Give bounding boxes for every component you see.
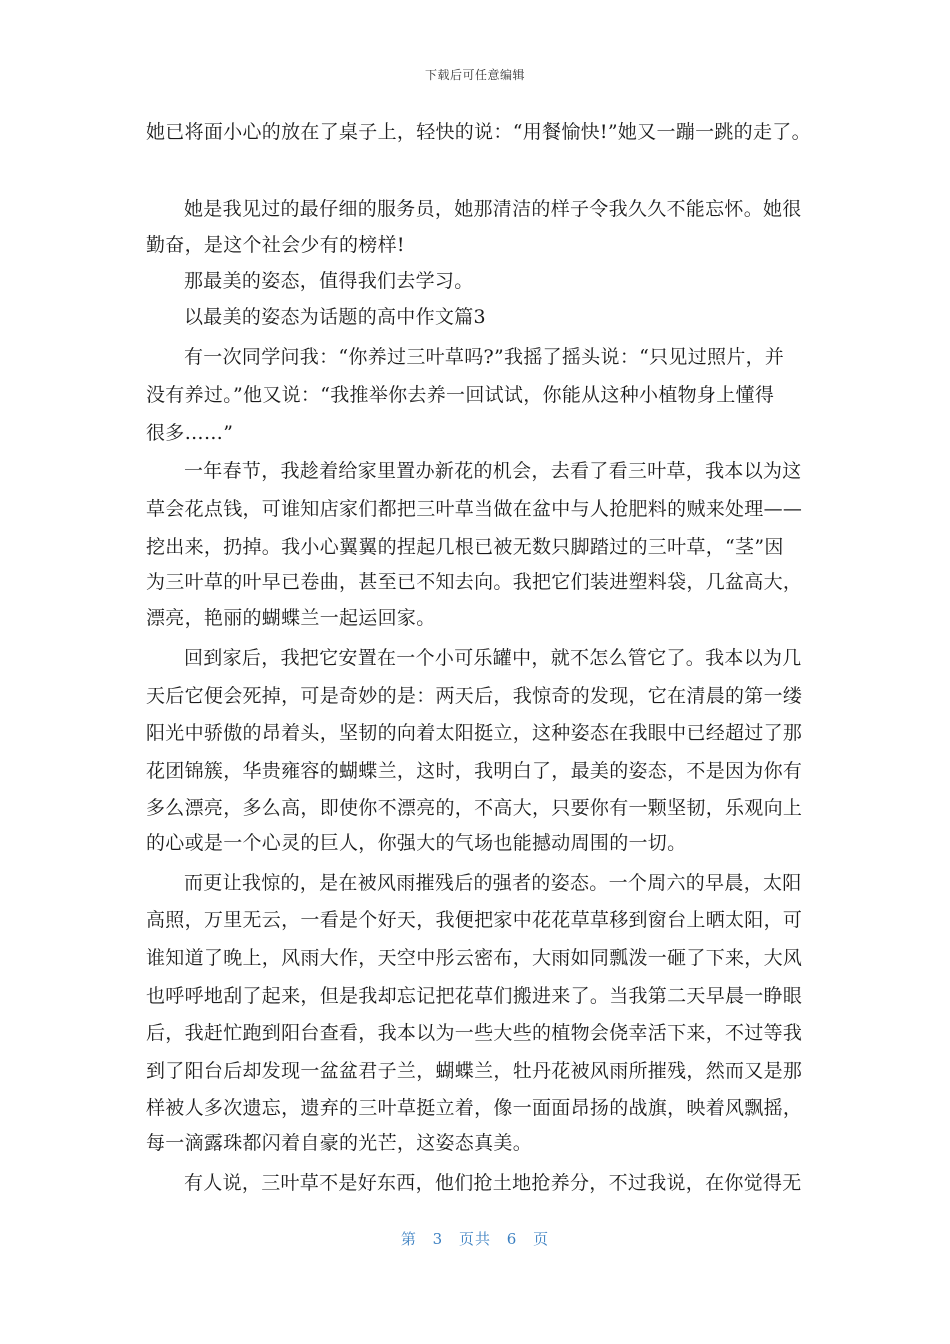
text-line: 有一次同学问我：“你养过三叶草吗?”我摇了摇头说：“只见过照片，并 [184,346,785,368]
text-line: 回到家后，我把它安置在一个小可乐罐中，就不怎么管它了。我本以为几 [184,647,802,669]
page-header: 下载后可任意编辑 [424,68,525,82]
text-line: 谁知道了晚上，风雨大作，天空中彤云密布，大雨如同瓢泼一砸了下来，大风 [146,947,803,969]
text-line: 草会花点钱，可谁知店家们都把三叶草当做在盆中与人抢肥料的贼来处理—— [146,498,803,520]
text-line: 多么漂亮，多么高，即使你不漂亮的，不高大，只要你有一颗坚韧，乐观向上 [146,797,803,819]
text-line: 她是我见过的最仔细的服务员，她那清洁的样子令我久久不能忘怀。她很 [184,198,802,220]
text-line: 而更让我惊的，是在被风雨摧残后的强者的姿态。一个周六的早晨，太阳 [184,872,802,894]
text-line: 没有养过。”他又说：“我推举你去养一回试试，你能从这种小植物身上懂得 [146,384,775,406]
text-line: 一年春节，我趁着给家里置办新花的机会，去看了看三叶草，我本以为这 [184,460,802,482]
text-line: 勤奋，是这个社会少有的榜样! [146,234,405,256]
text-line: 样被人多次遗忘，遗弃的三叶草挺立着，像一面面昂扬的战旗，映着风飘摇， [146,1097,803,1119]
text-line: 她已将面小心的放在了桌子上，轻快的说：“用餐愉快!”她又一蹦一跳的走了。 [146,121,811,143]
text-line: 阳光中骄傲的昂着头，坚韧的向着太阳挺立，这种姿态在我眼中已经超过了那 [146,722,803,744]
text-line: 的心或是一个心灵的巨人，你强大的气场也能撼动周围的一切。 [146,832,687,854]
text-line: 高照，万里无云，一看是个好天，我便把家中花花草草移到窗台上晒太阳，可 [146,909,803,931]
text-line: 也呼呼地刮了起来，但是我却忘记把花草们搬进来了。当我第二天早晨一睁眼 [146,985,803,1007]
text-line: 天后它便会死掉，可是奇妙的是：两天后，我惊奇的发现，它在清晨的第一缕 [146,685,803,707]
text-line: 有人说，三叶草不是好东西，他们抢土地抢养分，不过我说，在你觉得无 [184,1172,802,1194]
text-line: 每一滴露珠都闪着自豪的光芒，这姿态真美。 [146,1132,533,1154]
section-title: 以最美的姿态为话题的高中作文篇3 [184,306,486,328]
text-line: 为三叶草的叶早已卷曲，甚至已不知去向。我把它们装进塑料袋，几盆高大， [146,571,803,593]
text-line: 挖出来，扔掉。我小心翼翼的捏起几根已被无数只脚踏过的三叶草，“茎”因 [146,536,784,558]
text-line: 后，我赶忙跑到阳台查看，我本以为一些大些的植物会侥幸活下来，不过等我 [146,1022,803,1044]
page-number: 第 3 页共 6 页 [400,1230,550,1248]
text-line: 到了阳台后却发现一盆盆君子兰，蝴蝶兰，牡丹花被风雨所摧残，然而又是那 [146,1060,803,1082]
text-line: 那最美的姿态，值得我们去学习。 [184,270,474,292]
text-line: 漂亮，艳丽的蝴蝶兰一起运回家。 [146,607,436,629]
text-line: 很多……” [146,422,234,444]
text-line: 花团锦簇，华贵雍容的蝴蝶兰，这时，我明白了，最美的姿态，不是因为你有 [146,760,803,782]
